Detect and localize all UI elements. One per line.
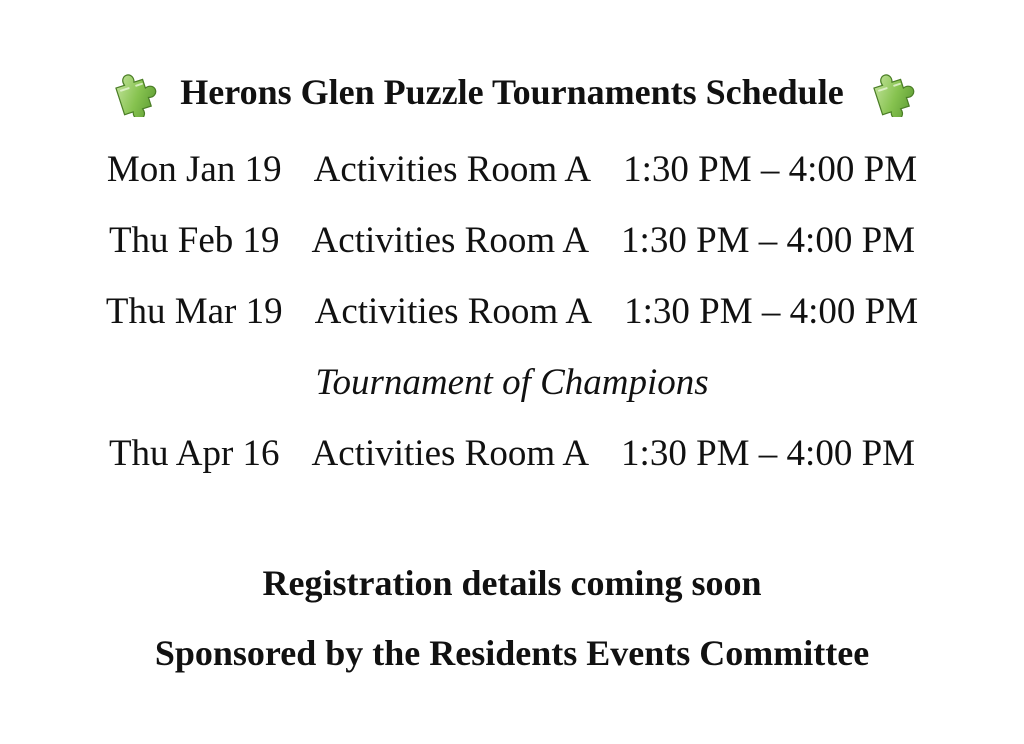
schedule-row (0, 134, 1024, 205)
puzzle-piece-icon (866, 67, 916, 117)
event-time: 1:30 PM – 4:00 PM (624, 291, 919, 332)
event-time: 1:30 PM – 4:00 PM (623, 149, 918, 190)
event-room: Activities Room A (313, 149, 592, 190)
registration-notice: Registration details coming soon (262, 563, 762, 603)
schedule-row (0, 276, 1024, 347)
event-room: Activities Room A (311, 220, 590, 261)
page-title: Herons Glen Puzzle Tournaments Schedule (180, 72, 844, 112)
event-date: Mon Jan 19 (106, 149, 282, 190)
schedule-row (0, 205, 1024, 276)
sponsor-line: Sponsored by the Residents Events Committee (154, 633, 870, 673)
event-note: Tournament of Champions (315, 362, 709, 403)
event-time: 1:30 PM – 4:00 PM (621, 433, 916, 474)
event-room: Activities Room A (314, 291, 593, 332)
event-room: Activities Room A (311, 433, 590, 474)
schedule-row (0, 418, 1024, 489)
puzzle-piece-icon (108, 67, 158, 117)
event-time: 1:30 PM – 4:00 PM (621, 220, 916, 261)
event-date: Thu Mar 19 (105, 291, 283, 332)
event-date: Thu Apr 16 (108, 433, 280, 474)
title-row (0, 62, 1024, 122)
event-date: Thu Feb 19 (108, 220, 280, 261)
schedule-note-row (0, 347, 1024, 418)
schedule-list (0, 134, 1024, 489)
